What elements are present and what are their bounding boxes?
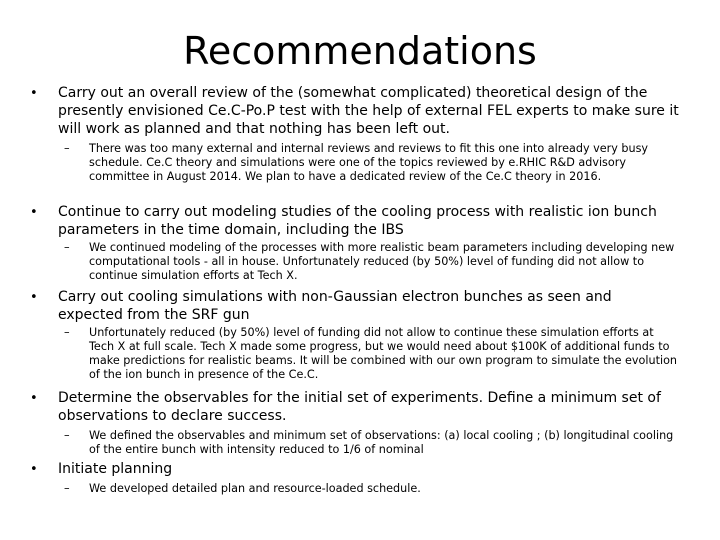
recommendation-text: Continue to carry out modeling studies of the cooling process with realistic ion bunch parameters in the time domain, including the IBS <box>58 204 657 238</box>
status-note-text: We defined the observables and minimum set of observations: (a) local cooling ; (b) longitudinal cooling of the entire bunch with intensity reduced to 1/6 of nominal <box>89 429 674 456</box>
recommendation-text: Carry out cooling simulations with non-Gaussian electron bunches as seen and expected from the SRF gun <box>58 289 612 323</box>
bullet-icon: • <box>30 462 38 477</box>
status-note <box>58 142 680 184</box>
status-note <box>58 326 680 382</box>
status-note <box>58 241 680 283</box>
dash-icon: – <box>64 482 70 495</box>
bullet-icon: • <box>30 86 38 101</box>
status-note <box>58 429 680 457</box>
status-note-text: We continued modeling of the processes with more realistic beam parameters including developing new computational tools - all in house. Unfortunately reduced (by 50%) level of funding did not allow to continue simulation efforts at Tech X. <box>89 241 675 282</box>
status-note-text: We developed detailed plan and resource-loaded schedule. <box>89 482 421 495</box>
dash-icon: – <box>64 429 70 442</box>
recommendation-text: Determine the observables for the initial set of experiments. Define a minimum set of observations to declare success. <box>58 390 661 424</box>
slide-title: Recommendations <box>183 29 537 73</box>
recommendation-text: Carry out an overall review of the (somewhat complicated) theoretical design of the presently envisioned Ce.C-Po.P test with the help of external FEL experts to make sure it will work as planned and that nothing has been left out. <box>58 85 679 137</box>
bullet-icon: • <box>30 391 38 406</box>
bullet-icon: • <box>30 205 38 220</box>
dash-icon: – <box>64 241 70 254</box>
dash-icon: – <box>64 326 70 339</box>
status-note-text: Unfortunately reduced (by 50%) level of funding did not allow to continue these simulation efforts at Tech X at full scale. Tech X made some progress, but we would need about $100K of additional funds to make predictions for realistic beams. It will be combined with our own program to simulate the evolution of the ion bunch in presence of the Ce.C. <box>89 326 678 381</box>
status-note <box>58 482 680 496</box>
bullet-icon: • <box>30 290 38 305</box>
recommendation-text: Initiate planning <box>58 461 173 477</box>
dash-icon: – <box>64 142 70 155</box>
status-note-text: There was too many external and internal reviews and reviews to fit this one into already very busy schedule. Ce.C theory and simulations were one of the topics reviewed by e.RHIC R&D advisory committee in August 2014. We plan to have a dedicated review of the Ce.C theory in 2016. <box>89 142 649 183</box>
